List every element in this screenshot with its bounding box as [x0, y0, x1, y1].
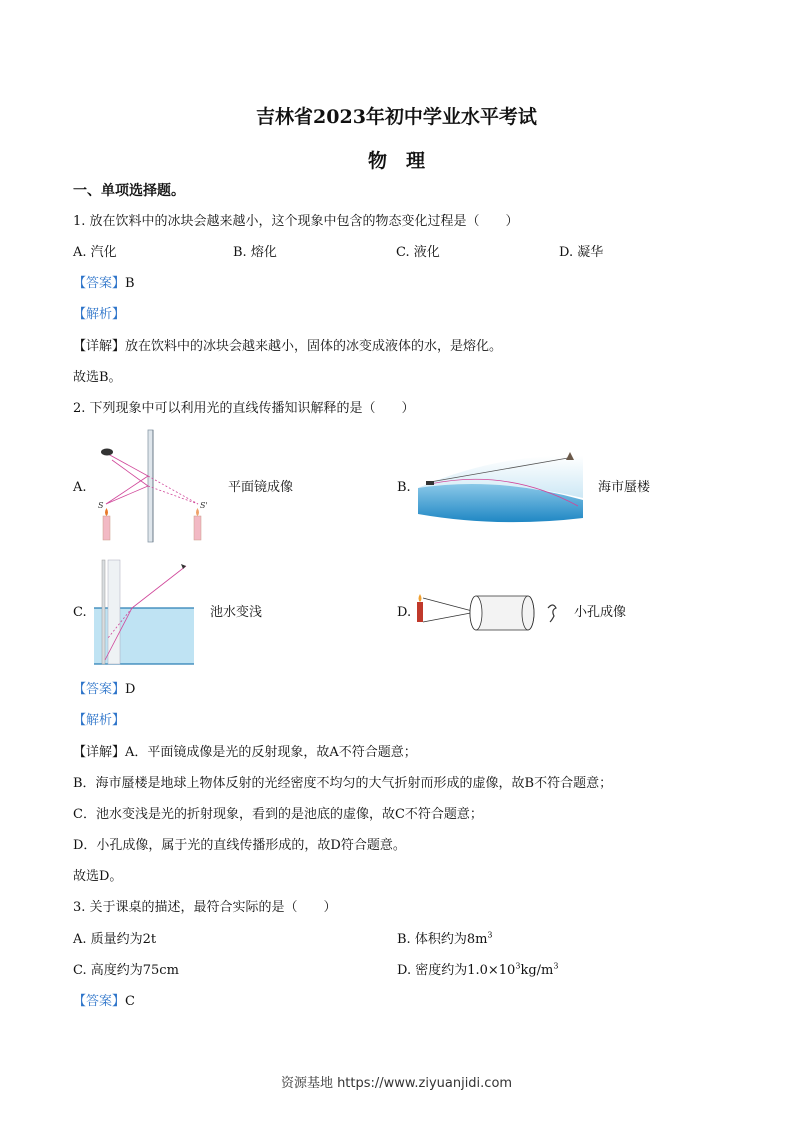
q3-answer [73, 994, 135, 1010]
footer-watermark: 资源基地 https://www.ziyuanjidi.com [280, 1076, 513, 1091]
q2-option-d-letter: D. [397, 605, 412, 620]
exam-title: 吉林省2023年初中学业水平考试 [256, 106, 537, 128]
q2-option-a-label: 平面镜成像 [228, 480, 294, 495]
q2-option-d-label: 小孔成像 [574, 605, 627, 620]
q1-option-b: B. 熔化 [233, 245, 277, 260]
mirage-figure [418, 448, 583, 524]
q3-option-a: A. 质量约为2t [73, 932, 157, 947]
q3-option-b: B. 体积约为$8m^3$ [397, 930, 493, 947]
candle-image-icon [194, 516, 201, 540]
candle-icon [417, 602, 423, 622]
q2-stem: 2. 下列现象中可以利用光的直线传播知识解释的是（ ） [73, 401, 415, 416]
q1-option-a: A. 汽化 [73, 245, 117, 260]
candle-icon [103, 516, 110, 540]
q1-answer [73, 276, 135, 292]
plane-mirror-figure [90, 428, 215, 546]
answer-tag: 【答案】 [73, 994, 126, 1009]
q1-detail: 【详解】放在饮料中的冰块会越来越小，固体的冰变成液体的水，是熔化。 [73, 339, 503, 354]
q3-stem: 3. 关于课桌的描述，最符合实际的是（ ） [73, 900, 337, 915]
q1-option-d: D. 凝华 [559, 245, 604, 260]
q1-conclusion: 故选B。 [73, 370, 122, 385]
observer-icon [426, 481, 434, 485]
q1-analysis-tag: 【解析】 [73, 307, 126, 322]
q3-option-d: D. 密度约为$1.0\times 10^3kg/m^3$ [397, 961, 559, 978]
q2-option-c-label: 池水变浅 [210, 605, 263, 620]
answer-value: D [125, 682, 136, 697]
answer-tag: 【答案】 [73, 276, 126, 291]
q2-detail-line-3: C．池水变浅是光的折射现象，看到的是池底的虚像，故C不符合题意； [73, 807, 483, 822]
q2-option-b-label: 海市蜃楼 [598, 480, 651, 495]
q2-option-c-letter: C. [73, 605, 87, 620]
q2-option-a-letter: A. [73, 480, 87, 495]
q2-option-b-letter: B. [397, 480, 411, 495]
pool-shallow-figure [94, 558, 196, 668]
inverted-flame-icon [548, 605, 556, 622]
pinhole-figure [414, 590, 574, 636]
q2-analysis-tag: 【解析】 [73, 713, 126, 728]
image-label: S' [200, 501, 208, 510]
answer-value: B [125, 276, 135, 291]
q2-answer [73, 682, 135, 698]
q2-conclusion: 故选D。 [73, 869, 123, 884]
q2-detail-line-1: 【详解】A．平面镜成像是光的反射现象，故A不符合题意； [73, 745, 417, 760]
q2-detail-line-4: D．小孔成像，属于光的直线传播形成的，故D符合题意。 [73, 838, 406, 853]
q2-detail-line-2: B．海市蜃楼是地球上物体反射的光经密度不均匀的大气折射而形成的虚像，故B不符合题意； [73, 776, 613, 791]
subject-title: 物 理 [367, 150, 425, 172]
eye-icon [101, 449, 113, 456]
q3-option-c: C. 高度约为75cm [73, 963, 179, 978]
source-label: S [98, 501, 104, 510]
answer-value: C [125, 994, 135, 1009]
q1-option-c: C. 液化 [396, 245, 440, 260]
answer-tag: 【答案】 [73, 682, 126, 697]
q1-stem: 1. 放在饮料中的冰块会越来越小，这个现象中包含的物态变化过程是（ ） [73, 214, 519, 229]
eye-icon [181, 564, 186, 569]
section-heading: 一、单项选择题。 [73, 183, 185, 199]
